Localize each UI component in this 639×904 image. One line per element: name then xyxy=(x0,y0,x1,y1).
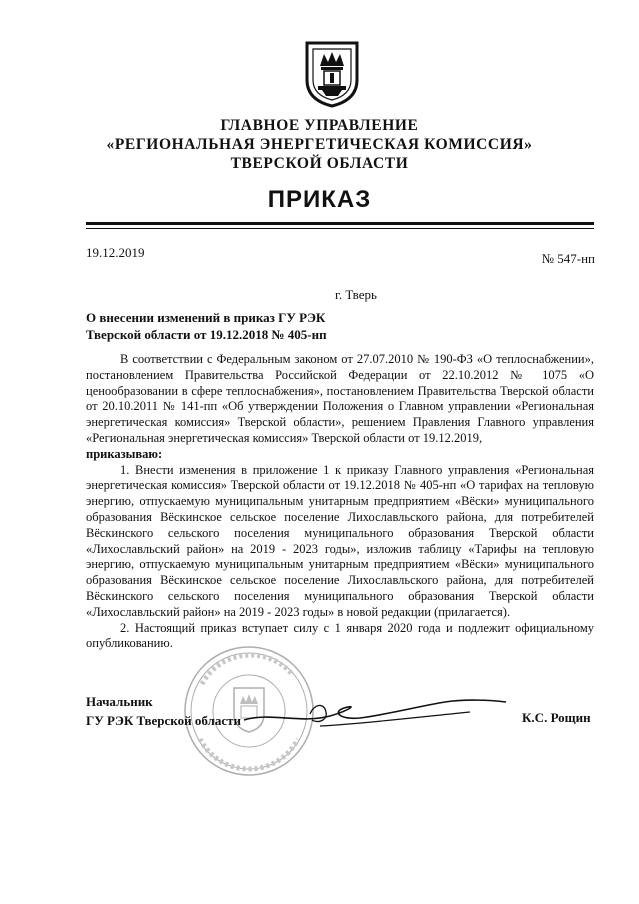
org-name-line-1: ГЛАВНОЕ УПРАВЛЕНИЕ xyxy=(220,117,419,134)
subject-line-1: О внесении изменений в приказ ГУ РЭК xyxy=(86,310,326,325)
tver-coat-of-arms-icon xyxy=(304,40,360,108)
order-item-2: 2. Настоящий приказ вступает силу с 1 января 2020 года и подлежит официальному опубликованию. xyxy=(86,620,594,651)
document-subject xyxy=(86,309,416,343)
handwritten-signature-icon xyxy=(240,690,510,740)
document-body xyxy=(86,352,594,652)
org-name-line-2: «РЕГИОНАЛЬНАЯ ЭНЕРГЕТИЧЕСКАЯ КОМИССИЯ» xyxy=(106,136,533,153)
org-name-line-3: ТВЕРСКОЙ ОБЛАСТИ xyxy=(230,155,409,172)
signatory-title xyxy=(86,692,241,730)
document-city: г. Тверь xyxy=(335,287,377,302)
signatory-title-line-1: Начальник xyxy=(86,694,153,709)
order-item-1: 1. Внести изменения в приложение 1 к приказу Главного управления «Региональная энергетическая комиссия» Тверской области от 19.12.2018 № 405-нп «О тарифах на тепловую энергию, отпускаемую муниципальным унитарным предприятием «Вёски» муниципального образования Вёскинское сельское поселение Лихославльского района, для потребителей Вёскинского сельского поселения муниципального образования Тверской области «Лихославльский район» на 2019 - 2023 годы», изложив таблицу «Тарифы на тепловую энергию, отпускаемую муниципальным унитарным предприятием «Вёски» муниципального образования Вёскинское сельское поселение Лихославльского района, для потребителей Вёскинского сельского поселения муниципального образования Тверской области «Лихославльский район» на 2019 - 2023 годы» в новой редакции (прилагается). xyxy=(86,462,594,619)
signatory-title-line-2: ГУ РЭК Тверской области xyxy=(86,713,241,728)
header-rule-thin xyxy=(86,228,594,229)
header-rule-thick xyxy=(86,222,594,225)
document-type-title: ПРИКАЗ xyxy=(267,186,372,213)
preamble-paragraph: В соответствии с Федеральным законом от 27.07.2010 № 190-ФЗ «О теплоснабжении», постановлением Правительства Российской Федерации от 22.10.2012 № 1075 «О ценообразовании в сфере теплоснабжения», постановлением Правительства Тверской области от 20.10.2011 № 141-пп «Об утверждении Положения о Главном управлении «Региональная энергетическая комиссия» Тверской области», решением Правления Главного управления «Региональная энергетическая комиссия» Тверской области от 19.12.2019, xyxy=(86,352,594,445)
signatory-name: К.С. Рощин xyxy=(522,710,591,725)
document-date: 19.12.2019 xyxy=(86,245,145,260)
subject-line-2: Тверской области от 19.12.2018 № 405-нп xyxy=(86,327,327,342)
order-word: приказываю: xyxy=(86,446,163,461)
document-number: № 547-нп xyxy=(541,251,595,266)
